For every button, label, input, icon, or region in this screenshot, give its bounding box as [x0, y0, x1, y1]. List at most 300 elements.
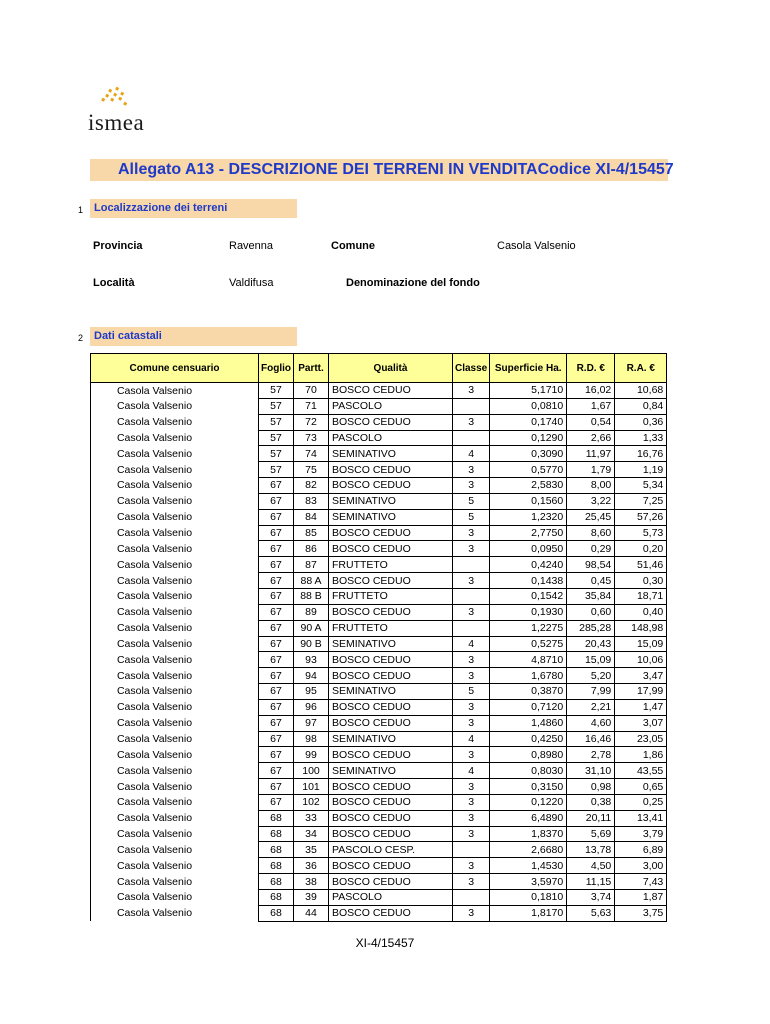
comune-cell: Casola Valsenio — [91, 715, 259, 731]
foglio-cell: 67 — [259, 557, 294, 573]
classe-cell: 3 — [453, 604, 490, 620]
classe-cell: 3 — [453, 779, 490, 795]
ra-cell: 3,75 — [615, 905, 667, 921]
table-row — [91, 684, 667, 700]
qualita-cell: BOSCO CEDUO — [329, 794, 453, 810]
comune-cell: Casola Valsenio — [91, 826, 259, 842]
classe-cell — [453, 588, 490, 604]
foglio-cell: 68 — [259, 842, 294, 858]
qualita-cell: FRUTTETO — [329, 620, 453, 636]
rd-cell: 8,00 — [567, 478, 615, 494]
ra-cell: 0,20 — [615, 541, 667, 557]
superficie-cell: 0,3870 — [490, 684, 567, 700]
qualita-cell: BOSCO CEDUO — [329, 525, 453, 541]
table-row — [91, 779, 667, 795]
foglio-cell: 57 — [259, 446, 294, 462]
superficie-cell: 0,7120 — [490, 699, 567, 715]
ra-cell: 3,00 — [615, 858, 667, 874]
table-row — [91, 430, 667, 446]
col-header: Foglio — [259, 354, 294, 383]
rd-cell: 7,99 — [567, 684, 615, 700]
partt-cell: 83 — [294, 493, 329, 509]
ra-cell: 6,89 — [615, 842, 667, 858]
qualita-cell: BOSCO CEDUO — [329, 462, 453, 478]
qualita-cell: SEMINATIVO — [329, 493, 453, 509]
comune-cell: Casola Valsenio — [91, 398, 259, 414]
qualita-cell: BOSCO CEDUO — [329, 858, 453, 874]
ra-cell: 17,99 — [615, 684, 667, 700]
section-2-header: Dati catastali — [90, 327, 297, 346]
classe-cell: 3 — [453, 858, 490, 874]
partt-cell: 72 — [294, 414, 329, 430]
foglio-cell: 67 — [259, 668, 294, 684]
table-row — [91, 826, 667, 842]
foglio-cell: 68 — [259, 858, 294, 874]
qualita-cell: BOSCO CEDUO — [329, 478, 453, 494]
table-row — [91, 398, 667, 414]
partt-cell: 99 — [294, 747, 329, 763]
comune-cell: Casola Valsenio — [91, 541, 259, 557]
localita-label: Località — [93, 277, 135, 289]
ra-cell: 0,36 — [615, 414, 667, 430]
partt-cell: 87 — [294, 557, 329, 573]
rd-cell: 2,66 — [567, 430, 615, 446]
foglio-cell: 67 — [259, 541, 294, 557]
comune-cell: Casola Valsenio — [91, 652, 259, 668]
cadastral-table — [90, 353, 667, 922]
ra-cell: 1,87 — [615, 890, 667, 906]
col-header: Qualità — [329, 354, 453, 383]
comune-cell: Casola Valsenio — [91, 858, 259, 874]
partt-cell: 88 B — [294, 588, 329, 604]
rd-cell: 285,28 — [567, 620, 615, 636]
classe-cell: 3 — [453, 462, 490, 478]
qualita-cell: SEMINATIVO — [329, 446, 453, 462]
comune-cell: Casola Valsenio — [91, 747, 259, 763]
foglio-cell: 68 — [259, 874, 294, 890]
rd-cell: 3,22 — [567, 493, 615, 509]
foglio-cell: 68 — [259, 810, 294, 826]
col-header: R.A. € — [615, 354, 667, 383]
table-row — [91, 462, 667, 478]
comune-cell: Casola Valsenio — [91, 890, 259, 906]
ra-cell: 5,73 — [615, 525, 667, 541]
superficie-cell: 0,3150 — [490, 779, 567, 795]
rd-cell: 5,63 — [567, 905, 615, 921]
qualita-cell: SEMINATIVO — [329, 684, 453, 700]
rd-cell: 16,02 — [567, 383, 615, 399]
superficie-cell: 1,6780 — [490, 668, 567, 684]
provincia-label: Provincia — [93, 240, 143, 252]
foglio-cell: 68 — [259, 890, 294, 906]
rd-cell: 0,60 — [567, 604, 615, 620]
partt-cell: 82 — [294, 478, 329, 494]
ra-cell: 43,55 — [615, 763, 667, 779]
classe-cell — [453, 890, 490, 906]
foglio-cell: 68 — [259, 826, 294, 842]
qualita-cell: BOSCO CEDUO — [329, 414, 453, 430]
qualita-cell: BOSCO CEDUO — [329, 652, 453, 668]
rd-cell: 5,69 — [567, 826, 615, 842]
ra-cell: 1,86 — [615, 747, 667, 763]
comune-cell: Casola Valsenio — [91, 509, 259, 525]
localita-value: Valdifusa — [229, 277, 274, 289]
classe-cell: 3 — [453, 747, 490, 763]
table-row — [91, 414, 667, 430]
col-header: Classe — [453, 354, 490, 383]
rd-cell: 15,09 — [567, 652, 615, 668]
logo-text: ismea — [88, 110, 145, 135]
table-row — [91, 668, 667, 684]
comune-cell: Casola Valsenio — [91, 668, 259, 684]
footer-code: XI-4/15457 — [355, 936, 415, 950]
ra-cell: 23,05 — [615, 731, 667, 747]
partt-cell: 90 B — [294, 636, 329, 652]
ra-cell: 10,06 — [615, 652, 667, 668]
foglio-cell: 67 — [259, 763, 294, 779]
foglio-cell: 57 — [259, 430, 294, 446]
comune-cell: Casola Valsenio — [91, 842, 259, 858]
qualita-cell: FRUTTETO — [329, 588, 453, 604]
table-row — [91, 525, 667, 541]
partt-cell: 100 — [294, 763, 329, 779]
rd-cell: 4,60 — [567, 715, 615, 731]
partt-cell: 98 — [294, 731, 329, 747]
classe-cell: 5 — [453, 493, 490, 509]
table-row — [91, 874, 667, 890]
comune-cell: Casola Valsenio — [91, 430, 259, 446]
classe-cell: 5 — [453, 509, 490, 525]
superficie-cell: 0,3090 — [490, 446, 567, 462]
qualita-cell: SEMINATIVO — [329, 636, 453, 652]
ra-cell: 1,19 — [615, 462, 667, 478]
ra-cell: 148,98 — [615, 620, 667, 636]
ra-cell: 57,26 — [615, 509, 667, 525]
foglio-cell: 67 — [259, 493, 294, 509]
partt-cell: 88 A — [294, 573, 329, 589]
comune-cell: Casola Valsenio — [91, 573, 259, 589]
partt-cell: 75 — [294, 462, 329, 478]
qualita-cell: SEMINATIVO — [329, 509, 453, 525]
table-row — [91, 636, 667, 652]
foglio-cell: 67 — [259, 652, 294, 668]
superficie-cell: 1,2275 — [490, 620, 567, 636]
foglio-cell: 67 — [259, 525, 294, 541]
superficie-cell: 0,5770 — [490, 462, 567, 478]
foglio-cell: 57 — [259, 398, 294, 414]
rd-cell: 0,98 — [567, 779, 615, 795]
comune-cell: Casola Valsenio — [91, 462, 259, 478]
partt-cell: 96 — [294, 699, 329, 715]
ra-cell: 5,34 — [615, 478, 667, 494]
foglio-cell: 57 — [259, 383, 294, 399]
table-row — [91, 383, 667, 399]
qualita-cell: SEMINATIVO — [329, 763, 453, 779]
qualita-cell: BOSCO CEDUO — [329, 810, 453, 826]
foglio-cell: 67 — [259, 588, 294, 604]
table-row — [91, 446, 667, 462]
ra-cell: 18,71 — [615, 588, 667, 604]
section-1-header: Localizzazione dei terreni — [90, 199, 297, 218]
rd-cell: 0,38 — [567, 794, 615, 810]
partt-cell: 35 — [294, 842, 329, 858]
superficie-cell: 0,1290 — [490, 430, 567, 446]
partt-cell: 94 — [294, 668, 329, 684]
partt-cell: 85 — [294, 525, 329, 541]
ra-cell: 0,25 — [615, 794, 667, 810]
classe-cell: 3 — [453, 652, 490, 668]
rd-cell: 1,67 — [567, 398, 615, 414]
section-2-number: 2 — [78, 333, 84, 343]
foglio-cell: 68 — [259, 905, 294, 921]
col-header: R.D. € — [567, 354, 615, 383]
ra-cell: 13,41 — [615, 810, 667, 826]
rd-cell: 16,46 — [567, 731, 615, 747]
col-header: Partt. — [294, 354, 329, 383]
ra-cell: 51,46 — [615, 557, 667, 573]
partt-cell: 86 — [294, 541, 329, 557]
superficie-cell: 1,8370 — [490, 826, 567, 842]
comune-cell: Casola Valsenio — [91, 874, 259, 890]
comune-cell: Casola Valsenio — [91, 588, 259, 604]
classe-cell: 4 — [453, 763, 490, 779]
comune-cell: Casola Valsenio — [91, 604, 259, 620]
table-row — [91, 731, 667, 747]
partt-cell: 90 A — [294, 620, 329, 636]
foglio-cell: 67 — [259, 573, 294, 589]
table-row — [91, 858, 667, 874]
superficie-cell: 0,1930 — [490, 604, 567, 620]
table-row — [91, 652, 667, 668]
classe-cell: 3 — [453, 525, 490, 541]
classe-cell — [453, 557, 490, 573]
classe-cell: 3 — [453, 826, 490, 842]
superficie-cell: 1,4530 — [490, 858, 567, 874]
comune-cell: Casola Valsenio — [91, 905, 259, 921]
classe-cell: 3 — [453, 668, 490, 684]
table-row — [91, 810, 667, 826]
comune-cell: Casola Valsenio — [91, 557, 259, 573]
rd-cell: 5,20 — [567, 668, 615, 684]
superficie-cell: 2,7750 — [490, 525, 567, 541]
partt-cell: 102 — [294, 794, 329, 810]
page-title: Allegato A13 - DESCRIZIONE DEI TERRENI IN VENDITACodice XI-4/15457 — [90, 159, 668, 181]
superficie-cell: 0,5275 — [490, 636, 567, 652]
classe-cell — [453, 620, 490, 636]
classe-cell: 3 — [453, 573, 490, 589]
comune-cell: Casola Valsenio — [91, 414, 259, 430]
rd-cell: 31,10 — [567, 763, 615, 779]
qualita-cell: BOSCO CEDUO — [329, 668, 453, 684]
table-row — [91, 573, 667, 589]
partt-cell: 33 — [294, 810, 329, 826]
table-row — [91, 588, 667, 604]
rd-cell: 8,60 — [567, 525, 615, 541]
foglio-cell: 67 — [259, 478, 294, 494]
foglio-cell: 67 — [259, 509, 294, 525]
classe-cell: 3 — [453, 715, 490, 731]
comune-value: Casola Valsenio — [497, 240, 576, 252]
classe-cell: 3 — [453, 541, 490, 557]
foglio-cell: 67 — [259, 699, 294, 715]
comune-cell: Casola Valsenio — [91, 620, 259, 636]
rd-cell: 0,45 — [567, 573, 615, 589]
comune-label: Comune — [331, 240, 375, 252]
classe-cell — [453, 398, 490, 414]
comune-cell: Casola Valsenio — [91, 699, 259, 715]
foglio-cell: 57 — [259, 414, 294, 430]
rd-cell: 11,97 — [567, 446, 615, 462]
partt-cell: 97 — [294, 715, 329, 731]
ra-cell: 16,76 — [615, 446, 667, 462]
superficie-cell: 0,1220 — [490, 794, 567, 810]
rd-cell: 11,15 — [567, 874, 615, 890]
qualita-cell: BOSCO CEDUO — [329, 779, 453, 795]
superficie-cell: 5,1710 — [490, 383, 567, 399]
classe-cell: 3 — [453, 414, 490, 430]
rd-cell: 0,29 — [567, 541, 615, 557]
ismea-logo — [88, 84, 178, 136]
foglio-cell: 67 — [259, 604, 294, 620]
col-header: Superficie Ha. — [490, 354, 567, 383]
superficie-cell: 1,4860 — [490, 715, 567, 731]
qualita-cell: PASCOLO — [329, 890, 453, 906]
col-header: Comune censuario — [91, 354, 259, 383]
superficie-cell: 1,2320 — [490, 509, 567, 525]
foglio-cell: 57 — [259, 462, 294, 478]
partt-cell: 36 — [294, 858, 329, 874]
qualita-cell: BOSCO CEDUO — [329, 699, 453, 715]
rd-cell: 3,74 — [567, 890, 615, 906]
comune-cell: Casola Valsenio — [91, 810, 259, 826]
table-row — [91, 509, 667, 525]
superficie-cell: 0,8030 — [490, 763, 567, 779]
comune-cell: Casola Valsenio — [91, 794, 259, 810]
qualita-cell: BOSCO CEDUO — [329, 874, 453, 890]
rd-cell: 98,54 — [567, 557, 615, 573]
qualita-cell: BOSCO CEDUO — [329, 604, 453, 620]
foglio-cell: 67 — [259, 684, 294, 700]
superficie-cell: 3,5970 — [490, 874, 567, 890]
comune-cell: Casola Valsenio — [91, 446, 259, 462]
ra-cell: 15,09 — [615, 636, 667, 652]
classe-cell: 3 — [453, 810, 490, 826]
classe-cell: 4 — [453, 446, 490, 462]
rd-cell: 0,54 — [567, 414, 615, 430]
ra-cell: 3,79 — [615, 826, 667, 842]
rd-cell: 13,78 — [567, 842, 615, 858]
qualita-cell: BOSCO CEDUO — [329, 383, 453, 399]
partt-cell: 84 — [294, 509, 329, 525]
table-row — [91, 763, 667, 779]
qualita-cell: BOSCO CEDUO — [329, 541, 453, 557]
foglio-cell: 67 — [259, 794, 294, 810]
provincia-value: Ravenna — [229, 240, 274, 252]
partt-cell: 93 — [294, 652, 329, 668]
partt-cell: 38 — [294, 874, 329, 890]
superficie-cell: 0,4240 — [490, 557, 567, 573]
ra-cell: 1,47 — [615, 699, 667, 715]
qualita-cell: BOSCO CEDUO — [329, 905, 453, 921]
comune-cell: Casola Valsenio — [91, 383, 259, 399]
superficie-cell: 0,0810 — [490, 398, 567, 414]
partt-cell: 89 — [294, 604, 329, 620]
foglio-cell: 67 — [259, 620, 294, 636]
classe-cell: 3 — [453, 794, 490, 810]
table-row — [91, 699, 667, 715]
rd-cell: 2,21 — [567, 699, 615, 715]
partt-cell: 44 — [294, 905, 329, 921]
classe-cell: 5 — [453, 684, 490, 700]
table-header-row — [91, 354, 667, 383]
superficie-cell: 0,0950 — [490, 541, 567, 557]
table-row — [91, 541, 667, 557]
ra-cell: 10,68 — [615, 383, 667, 399]
superficie-cell: 0,1560 — [490, 493, 567, 509]
rd-cell: 4,50 — [567, 858, 615, 874]
qualita-cell: PASCOLO — [329, 430, 453, 446]
superficie-cell: 0,8980 — [490, 747, 567, 763]
partt-cell: 74 — [294, 446, 329, 462]
section-1-number: 1 — [78, 205, 84, 215]
qualita-cell: BOSCO CEDUO — [329, 715, 453, 731]
classe-cell: 3 — [453, 905, 490, 921]
superficie-cell: 0,1810 — [490, 890, 567, 906]
classe-cell — [453, 842, 490, 858]
classe-cell: 3 — [453, 699, 490, 715]
ra-cell: 3,07 — [615, 715, 667, 731]
superficie-cell: 0,1438 — [490, 573, 567, 589]
ra-cell: 3,47 — [615, 668, 667, 684]
qualita-cell: SEMINATIVO — [329, 731, 453, 747]
fondo-label: Denominazione del fondo — [346, 277, 480, 289]
comune-cell: Casola Valsenio — [91, 731, 259, 747]
qualita-cell: BOSCO CEDUO — [329, 747, 453, 763]
comune-cell: Casola Valsenio — [91, 525, 259, 541]
qualita-cell: BOSCO CEDUO — [329, 573, 453, 589]
partt-cell: 95 — [294, 684, 329, 700]
qualita-cell: PASCOLO CESP. — [329, 842, 453, 858]
rd-cell: 2,78 — [567, 747, 615, 763]
table-row — [91, 604, 667, 620]
rd-cell: 20,11 — [567, 810, 615, 826]
superficie-cell: 6,4890 — [490, 810, 567, 826]
table-row — [91, 620, 667, 636]
partt-cell: 73 — [294, 430, 329, 446]
classe-cell: 4 — [453, 731, 490, 747]
ra-cell: 0,65 — [615, 779, 667, 795]
ra-cell: 0,30 — [615, 573, 667, 589]
ra-cell: 7,43 — [615, 874, 667, 890]
foglio-cell: 67 — [259, 715, 294, 731]
rd-cell: 1,79 — [567, 462, 615, 478]
foglio-cell: 67 — [259, 731, 294, 747]
classe-cell: 4 — [453, 636, 490, 652]
superficie-cell: 0,1740 — [490, 414, 567, 430]
comune-cell: Casola Valsenio — [91, 684, 259, 700]
rd-cell: 35,84 — [567, 588, 615, 604]
partt-cell: 39 — [294, 890, 329, 906]
table-row — [91, 747, 667, 763]
partt-cell: 71 — [294, 398, 329, 414]
superficie-cell: 2,5830 — [490, 478, 567, 494]
superficie-cell: 2,6680 — [490, 842, 567, 858]
rd-cell: 20,43 — [567, 636, 615, 652]
qualita-cell: PASCOLO — [329, 398, 453, 414]
superficie-cell: 1,8170 — [490, 905, 567, 921]
partt-cell: 34 — [294, 826, 329, 842]
superficie-cell: 0,4250 — [490, 731, 567, 747]
